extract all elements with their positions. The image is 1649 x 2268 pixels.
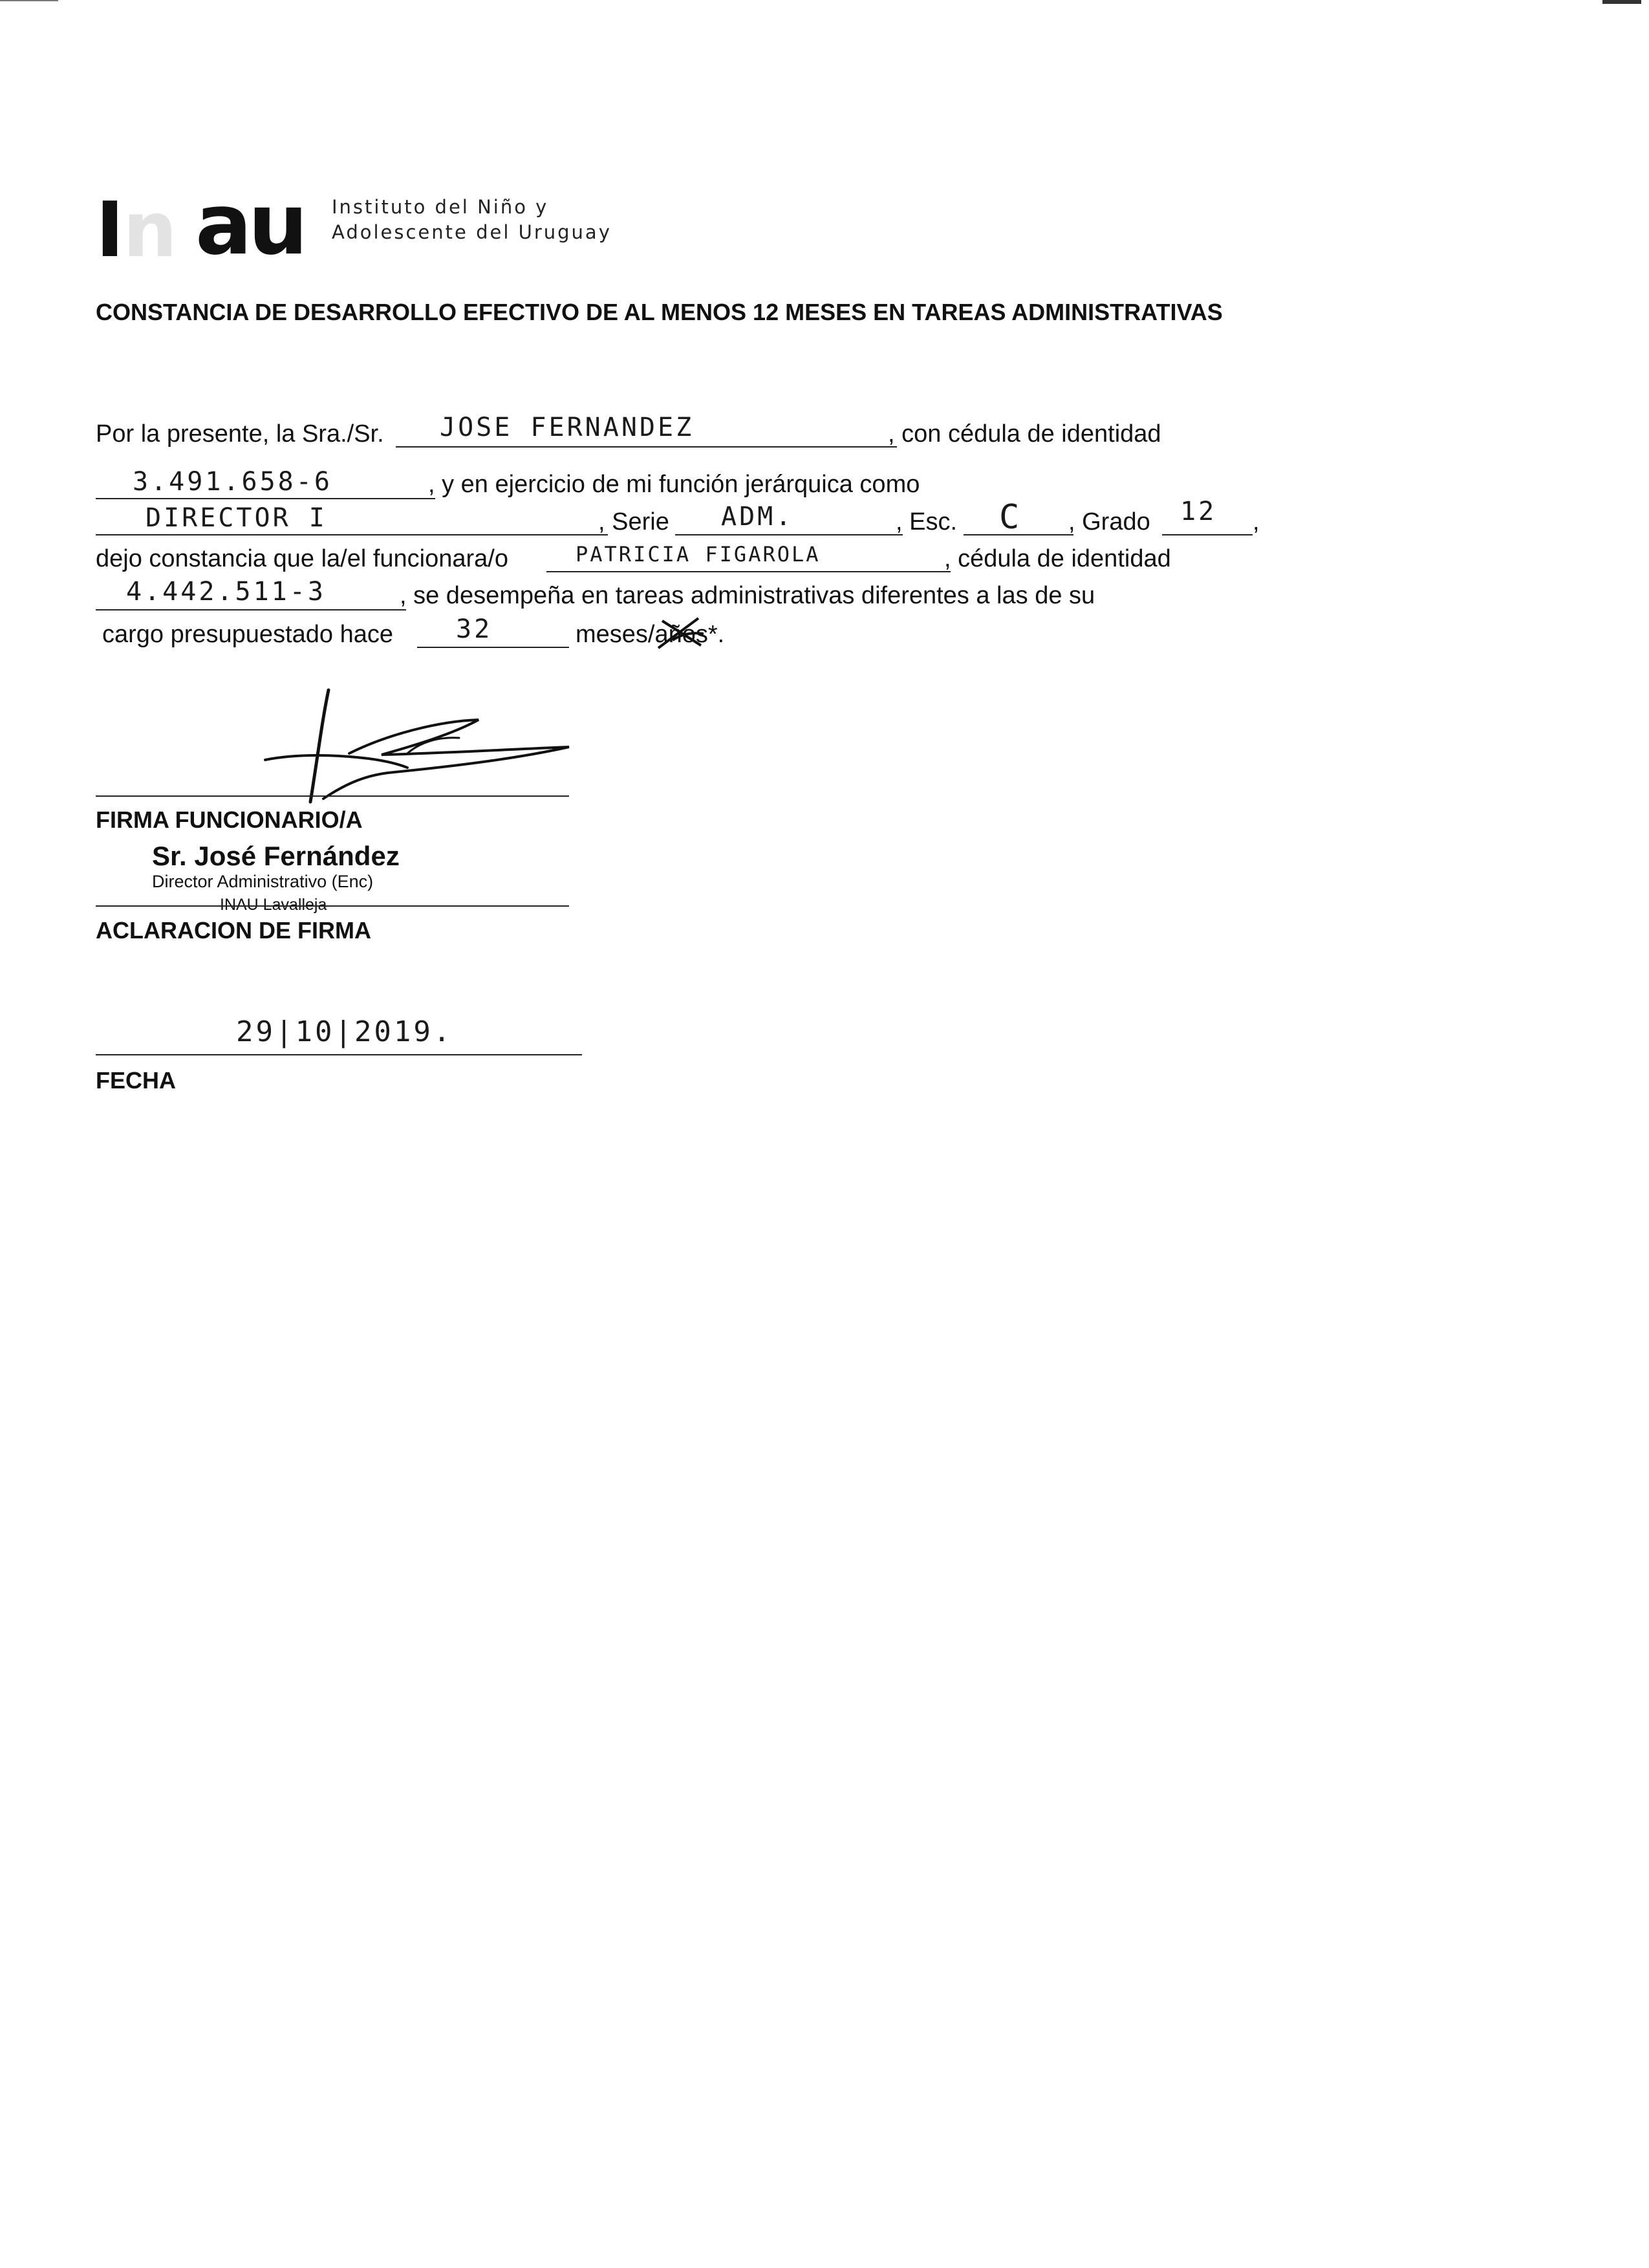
handwritten-nombre: JOSE FERNANDEZ — [440, 413, 695, 442]
handwritten-serie: ADM. — [721, 502, 794, 532]
body-line1-prefix: Por la presente, la Sra./Sr. — [96, 420, 384, 448]
body-line4-prefix: dejo constancia que la/el funcionara/o — [96, 545, 509, 572]
logo-letters-au: au — [195, 175, 305, 274]
fecha-label: FECHA — [96, 1067, 176, 1094]
logo-letter-n: n — [123, 185, 178, 274]
handwritten-grado: 12 — [1180, 497, 1217, 526]
body-line3-serie: , Serie — [598, 508, 669, 535]
body-line6-prefix: cargo presupuestado hace — [102, 621, 393, 648]
firma-line — [96, 795, 569, 797]
aclaracion-label: ACLARACION DE FIRMA — [96, 917, 371, 944]
strikeout-mark — [653, 614, 711, 653]
aclaracion-line — [96, 905, 569, 907]
handwritten-signature — [246, 682, 582, 812]
blank-serie — [675, 534, 903, 535]
body-line5-suffix: , se desempeña en tareas administrativas diferentes a las de su — [400, 582, 1095, 609]
scan-artifact-top-left — [0, 0, 58, 1]
stamp-role: Director Administrativo (Enc) — [152, 872, 374, 891]
body-line3-end: , — [1253, 508, 1260, 535]
blank-funcionario — [546, 571, 951, 572]
document-title: CONSTANCIA DE DESARROLLO EFECTIVO DE AL MENOS 12 MESES EN TAREAS ADMINISTRATIVAS — [96, 299, 1223, 325]
handwritten-funcionario: PATRICIA FIGAROLA — [576, 542, 821, 567]
body-line3-esc: , Esc. — [896, 508, 958, 535]
blank-nombre — [396, 446, 897, 448]
blank-grado — [1162, 534, 1253, 535]
body-line2-suffix: , y en ejercicio de mi función jerárquica como — [428, 471, 920, 498]
handwritten-funcion: DIRECTOR I — [146, 503, 327, 533]
handwritten-meses: 32 — [456, 614, 493, 644]
body-line1-suffix: , con cédula de identidad — [888, 420, 1161, 448]
fecha-line — [96, 1054, 582, 1055]
firma-label: FIRMA FUNCIONARIO/A — [96, 806, 363, 833]
body-line6-suffix: meses/años*. — [576, 621, 725, 648]
handwritten-cedula-funcionario: 4.442.511-3 — [126, 577, 326, 607]
institution-name-line2: Adolescente del Uruguay — [332, 221, 612, 243]
blank-cedula-funcionario — [96, 609, 406, 610]
handwritten-esc: C — [999, 498, 1022, 537]
body-line4-suffix: , cédula de identidad — [944, 545, 1171, 572]
body-line3-grado: , Grado — [1068, 508, 1150, 535]
handwritten-cedula-jefe: 3.491.658-6 — [133, 467, 332, 497]
blank-meses — [417, 647, 569, 648]
stamp-unit: INAU Lavalleja — [220, 896, 327, 914]
institution-name-line1: Instituto del Niño y — [332, 196, 549, 218]
handwritten-fecha: 29|10|2019. — [236, 1015, 453, 1048]
blank-funcion — [96, 534, 608, 535]
stamp-name: Sr. José Fernández — [152, 841, 400, 871]
blank-cedula-jefe — [96, 498, 435, 499]
scan-artifact-top-right — [1602, 0, 1641, 4]
logo-letter-i: I — [96, 185, 124, 274]
